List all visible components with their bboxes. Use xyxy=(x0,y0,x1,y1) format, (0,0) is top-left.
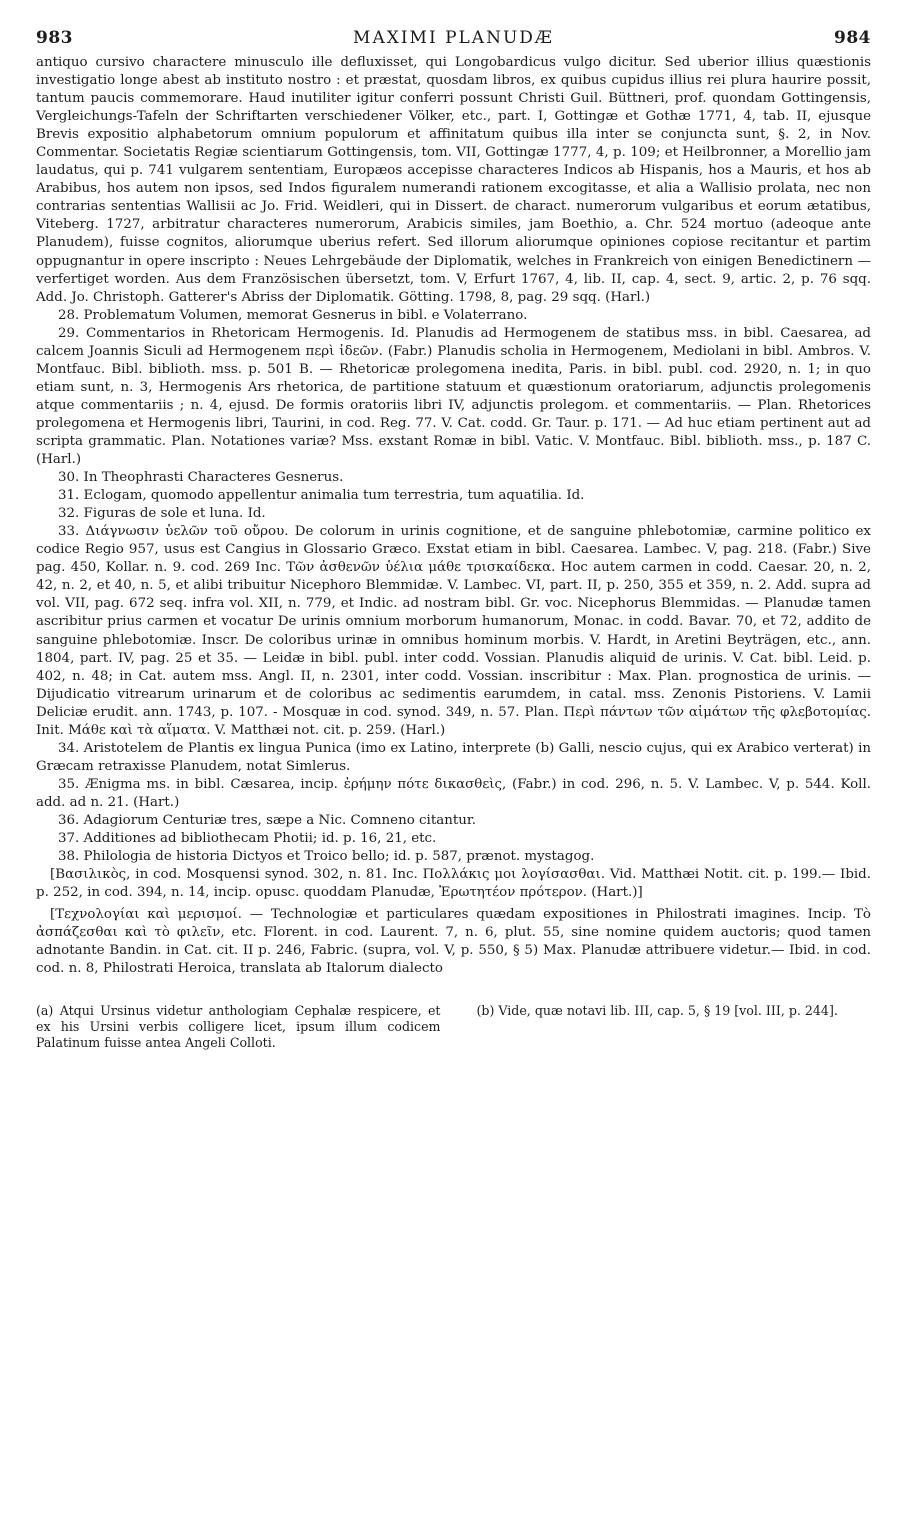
entry-31: 31. Eclogam, quomodo appellentur animalia tum terrestria, tum aquatilia. Id. xyxy=(58,488,585,504)
main-text xyxy=(36,54,871,978)
entry-32: 32. Figuras de sole et luna. Id. xyxy=(58,506,266,522)
bracketed-addition-basilikos: [Βασιλικὸς, in cod. Mosquensi synod. 302, n. 81. Inc. Πολλάκις μοι λογίσασθαι. Vid. Matthæi Notit. cit. p. 199.— Ibid. p. 252, in cod. 394, n. 14, incip. opusc. quoddam Planudæ, Ἐρωτητέον πρότερον. (Hart.)] xyxy=(36,867,871,901)
paragraph-continuation: antiquo cursivo charactere minusculo ille defluxisset, qui Longobardicus vulgo dicitur. Sed uberior illius quæstionis investigatio longe abest ab instituto nostro : et præstat, quosdam libros, ex quibus cupidus illius rei plura haurire possit, tantum paucis commemorare. Haud inutiliter igitur conferri possunt Christi Guil. Büttneri, prof. quondam Gottingensis, Vergleichungs-Tafeln der Schriftarten verschiedener Völker, etc., part. I, Gottingæ et Gothæ 1771, 4, tab. II, ejusque Brevis expositio alphabetorum omnium populorum et affinitatum quibus illa inter se conjuncta sunt, §. 2, in Nov. Commentar. Societatis Regiæ scientiarum Gottingensis, tom. VII, Gottingæ 1777, 4, p. 109; et Heilbronner, a Morellio jam laudatus, qui p. 741 vulgarem sententiam, Europæos accepisse characteres Indicos ab Hispanis, hos a Mauris, et hos ab Arabibus, hos autem non ipsos, sed Indos figuralem numerandi rationem excogitasse, et alia a Wallisio prolata, nec non contrarias sententias Wallisii ac Jo. Frid. Weidleri, qui in Dissert. de charact. numerorum vulgaribus et eorum ætatibus, Viteberg. 1727, arbitratur characteres numerorum, Arabicis similes, jam Boethio, a. Chr. 524 mortuo (adeoque ante Planudem), fuisse cognitos, aliorumque uberius refert. Sed illorum aliorumque opiniones copiose recitantur et partim oppugnantur in opere inscripto : Neues Lehrgebäude der Diplomatik, welches in Frankreich von einigen Benedictinern — verfertiget worden. Aus dem Französischen übersetzt, tom. V, Erfurt 1767, 4, lib. II, cap. 4, sect. 9, artic. 2, p. 76 sqq. Add. Jo. Christoph. Gatterer's Abriss der Diplomatik. Götting. 1798, 8, pag. 29 sqq. (Harl.) xyxy=(36,55,871,305)
entry-30: 30. In Theophrasti Characteres Gesnerus. xyxy=(58,470,344,486)
page-header xyxy=(36,28,871,48)
entry-35: 35. Ænigma ms. in bibl. Cæsarea, incip. ἐρήμην πότε δικασθεὶς, (Fabr.) in cod. 296, n. 5. V. Lambec. V, p. 544. Koll. add. ad n. 21. (Hart.) xyxy=(36,776,871,810)
running-title: MAXIMI PLANUDÆ xyxy=(353,28,554,48)
entry-33: 33. Διάγνωσιν ὑελῶν τοῦ οὔρου. De colorum in urinis cognitione, et de sanguine phlebotomiæ, carmine politico ex codice Regio 957, usus est Cangius in Glossario Græco. Exstat etiam in bibl. Caesarea. Lambec. V, pag. 218. (Fabr.) Sive pag. 450, Kollar. n. 9. cod. 269 Inc. Τῶν ἀσθενῶν ὑέλια μάθε τρισκαίδεκα. Hoc autem carmen in codd. Caesar. 20, n. 2, 42, n. 2, et 40, n. 5, et alibi tribuitur Nicephoro Blemmidæ. V. Lambec. VI, part. II, p. 250, 355 et 359, n. 2. Add. supra ad vol. VII, pag. 672 seq. infra vol. XII, n. 779, et Indic. ad nostram bibl. Gr. voc. Nicephorus Blemmidas. — Planudæ tamen ascribitur prius carmen et vocatur De urinis omnium morborum humanorum, Monac. in codd. Bavar. 70, et 72, addito de sanguine phlebotomiæ. Inscr. De coloribus urinæ in omnibus hominum morbis. V. Hardt, in Aretini Beyträgen, etc., ann. 1804, part. IV, pag. 25 et 35. — Leidæ in bibl. publ. inter codd. Vossian. Planudis aliquid de urinis. V. Cat. bibl. Leid. p. 402, n. 48; in Cat. autem mss. Angl. II, n. 2301, inter codd. Vossian. inscribitur : Max. Plan. prognostica de urinis. — Dijudicatio vitrearum urinarum et de coloribus ac sedimentis earumdem, in catal. mss. Zenonis Pistoriens. V. Lamii Deliciæ erudit. ann. 1743, p. 107. - Mosquæ in cod. synod. 349, n. 57. Plan. Περὶ πάντων τῶν αἱμάτων τῆς φλεβοτομίας. Init. Μάθε καὶ τὰ αἵματα. V. Matthæi not. cit. p. 259. (Harl.) xyxy=(36,524,871,738)
entry-38: 38. Philologia de historia Dictyos et Troico bello; id. p. 587, prænot. mystagog. xyxy=(58,849,595,865)
bracketed-addition-technologiae: [Τεχνολογίαι καὶ μερισμοί. — Technologiæ et particulares quædam expositiones in Philostrati imagines. Incip. Τὸ ἀσπάζεσθαι καὶ τὸ φιλεῖν, etc. Florent. in cod. Laurent. 7, n. 6, plut. 55, sine nomine quidem auctoris; quod tamen adnotante Bandin. in Cat. cit. II p. 246, Fabric. (supra, vol. V, p. 550, § 5) Max. Planudæ attribuere videtur.— Ibid. in cod. cod. n. 8, Philostrati Heroica, translata ab Italorum dialecto xyxy=(36,907,871,977)
entry-28: 28. Problematum Volumen, memorat Gesnerus in bibl. e Volaterrano. xyxy=(58,307,528,323)
entry-36: 36. Adagiorum Centuriæ tres, sæpe a Nic. Comneno citantur. xyxy=(58,812,477,828)
footnote-a: (a) Atqui Ursinus videtur anthologiam Cephalæ respicere, et ex his Ursini verbis colligere licet, ipsum illum codicem Palatinum fuisse antea Angeli Colloti. xyxy=(36,1003,441,1051)
footnotes xyxy=(36,1003,871,1051)
entry-34: 34. Aristotelem de Plantis ex lingua Punica (imo ex Latino, interprete (b) Galli, nescio cujus, qui ex Arabico verterat) in Græcam retraxisse Planudem, notat Simlerus. xyxy=(36,740,871,774)
footnote-b: (b) Vide, quæ notavi lib. III, cap. 5, § 19 [vol. III, p. 244]. xyxy=(476,1003,838,1019)
entry-37: 37. Additiones ad bibliothecam Photii; id. p. 16, 21, etc. xyxy=(58,831,437,847)
left-page-number: 983 xyxy=(36,28,73,48)
right-page-number: 984 xyxy=(833,28,871,48)
entry-29: 29. Commentarios in Rhetoricam Hermogenis. Id. Planudis ad Hermogenem de statibus mss. in bibl. Caesarea, ad calcem Joannis Siculi ad Hermogenem περὶ ἰδεῶν. (Fabr.) Planudis scholia in Hermogenem, Mediolani in bibl. Ambros. V. Montfauc. Bibl. biblioth. mss. p. 501 B. — Rhetoricæ prolegomena inedita, Paris. in bibl. publ. cod. 2920, n. 1; in quo etiam sunt, n. 3, Hermogenis Ars rhetorica, de partitione statuum et quæstionum oratoriarum, adjunctis prolegomenis atque commentariis ; n. 4, ejusd. De formis oratoriis libri IV, adjunctis prolegom. et commentariis. — Plan. Rhetorices prolegomena et Hermogenis libri, Taurini, in cod. Reg. 77. V. Cat. codd. Gr. Taur. p. 171. — Ad huc etiam pertinent aut ad scripta grammatic. Plan. Notationes variæ? Mss. exstant Romæ in bibl. Vatic. V. Montfauc. Bibl. biblioth. mss., p. 187 C. (Harl.) xyxy=(36,325,871,468)
